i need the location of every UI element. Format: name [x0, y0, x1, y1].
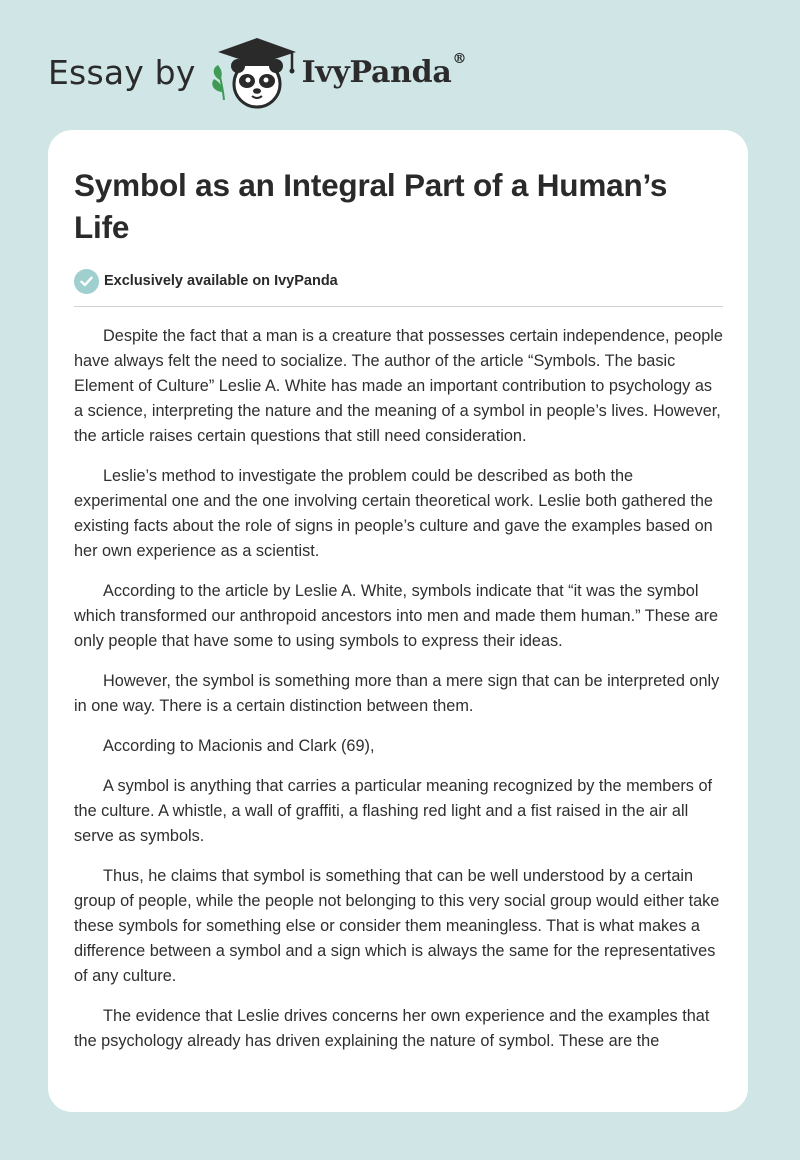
essay-content: [74, 324, 723, 1054]
brand-name[interactable]: [301, 50, 467, 90]
paragraph: Leslie’s method to investigate the problem could be described as both the experimental one and the one involving certain theoretical work. Leslie both gathered the existing facts about the role of signs in people’s culture and gave the examples based on her own experience as a scientist.: [74, 467, 713, 560]
paragraph: However, the symbol is something more than a mere sign that can be interpreted only in one way. There is a certain distinction between them.: [74, 672, 720, 715]
exclusive-badge: [74, 268, 723, 294]
brand-text: IvyPanda: [301, 54, 452, 90]
check-icon: [74, 269, 99, 294]
divider: [74, 306, 723, 307]
page-title: Symbol as an Integral Part of a Human’s Life: [74, 167, 668, 245]
essay-by-label: Essay by: [48, 52, 196, 92]
panda-graduation-cap-icon[interactable]: [210, 34, 300, 110]
paragraph: The evidence that Leslie drives concerns her own experience and the examples that the psychology already has driven explaining the nature of symbol. These are the: [74, 1007, 710, 1050]
paragraph: Thus, he claims that symbol is something that can be well understood by a certain group of people, while the people not belonging to this very social group would either take these symbols for something else or consider them meaningless. That is what makes a difference between a symbol and a sign which is always the same for the representatives of any culture.: [74, 867, 720, 985]
registered-mark: ®: [452, 50, 467, 67]
quote-paragraph: A symbol is anything that carries a particular meaning recognized by the members of the culture. A whistle, a wall of graffiti, a flashing red light and a fist raised in the air all serve as symbols.: [74, 777, 713, 845]
paragraph: According to the article by Leslie A. White, symbols indicate that “it was the symbol which transformed our anthropoid ancestors into men and made them human.” These are only people that have some to using symbols to express their ideas.: [74, 582, 719, 650]
exclusive-badge-text: Exclusively available on IvyPanda: [104, 273, 338, 289]
essay-card: [48, 130, 748, 1112]
paragraph: According to Macionis and Clark (69),: [103, 737, 375, 755]
paragraph: Despite the fact that a man is a creature that possesses certain independence, people have always felt the need to socialize. The author of the article “Symbols. The basic Element of Culture” Leslie A. White has made an important contribution to psychology as a science, interpreting the nature and the meaning of a symbol in people’s lives. However, the article raises certain questions that still need consideration.: [74, 327, 723, 445]
site-header: [48, 34, 466, 110]
essay-body: [74, 164, 723, 1069]
